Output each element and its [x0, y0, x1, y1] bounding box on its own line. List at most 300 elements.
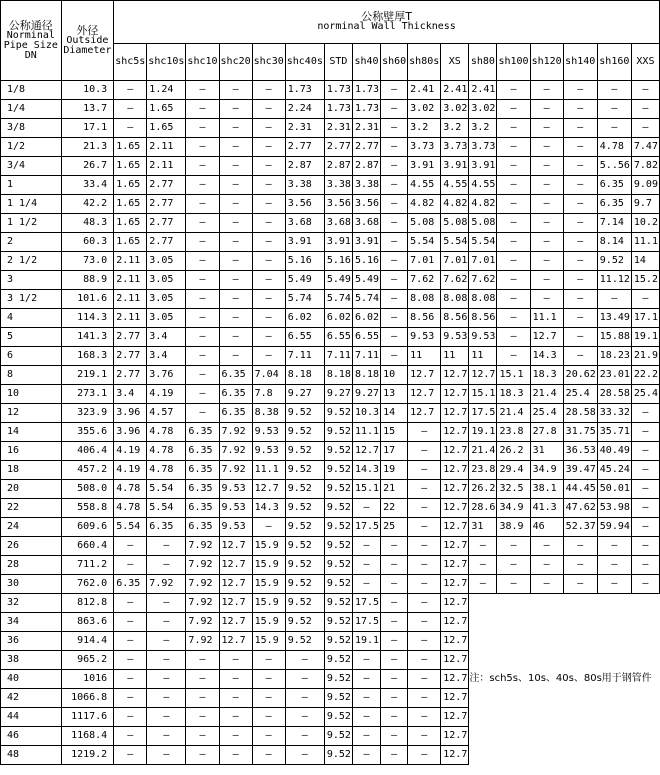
- thickness-cell: –: [285, 746, 324, 765]
- thickness-cell: 5.49: [352, 271, 380, 290]
- thickness-cell: 15.9: [252, 613, 285, 632]
- thickness-cell: 9.52: [324, 423, 352, 442]
- thickness-cell: 8.56: [408, 309, 441, 328]
- thickness-cell: –: [352, 746, 380, 765]
- thickness-cell: 17.1: [631, 309, 659, 328]
- od-cell: 26.7: [61, 157, 114, 176]
- nps-cell: 10: [1, 385, 62, 404]
- thickness-cell: 17: [381, 442, 408, 461]
- thickness-cell: 34.9: [497, 499, 530, 518]
- od-cell: 457.2: [61, 461, 114, 480]
- thickness-cell: –: [631, 81, 659, 100]
- thickness-cell: –: [408, 537, 441, 556]
- thickness-cell: 2.24: [285, 100, 324, 119]
- thickness-cell: –: [252, 195, 285, 214]
- thickness-cell: 10: [381, 366, 408, 385]
- thickness-cell: 1.73: [285, 81, 324, 100]
- thickness-cell: 9.52: [285, 499, 324, 518]
- thickness-cell: 27.8: [530, 423, 563, 442]
- thickness-cell: 12.7: [441, 670, 469, 689]
- thickness-cell: 38.1: [530, 480, 563, 499]
- thickness-cell: 2.87: [324, 157, 352, 176]
- thickness-cell: –: [186, 100, 219, 119]
- thickness-cell: –: [530, 271, 563, 290]
- thickness-cell: 3.05: [147, 290, 186, 309]
- thickness-cell: –: [469, 575, 497, 594]
- thickness-cell: –: [186, 727, 219, 746]
- thickness-cell: 2.11: [114, 271, 147, 290]
- thickness-cell: 3.02: [469, 100, 497, 119]
- thickness-cell: 15.9: [252, 632, 285, 651]
- thickness-cell: 12.7: [441, 461, 469, 480]
- thickness-cell: 5.16: [352, 252, 380, 271]
- thickness-cell: 8.08: [408, 290, 441, 309]
- thickness-cell: 6.35: [219, 366, 252, 385]
- thickness-cell: 15.9: [252, 556, 285, 575]
- thickness-cell: 9.53: [441, 328, 469, 347]
- thickness-cell: –: [381, 271, 408, 290]
- thickness-cell: 12.7: [441, 518, 469, 537]
- thickness-cell: –: [219, 670, 252, 689]
- thickness-cell: –: [186, 651, 219, 670]
- table-row: [1, 309, 660, 328]
- thickness-cell: 3.96: [114, 404, 147, 423]
- schedule-header-cell: shc10s: [147, 44, 186, 81]
- thickness-cell: –: [530, 556, 563, 575]
- thickness-cell: 12.7: [441, 575, 469, 594]
- thickness-cell: –: [252, 233, 285, 252]
- thickness-cell: –: [252, 81, 285, 100]
- thickness-cell: –: [219, 100, 252, 119]
- thickness-cell: 17.5: [469, 404, 497, 423]
- thickness-cell: 3.38: [352, 176, 380, 195]
- od-cell: 609.6: [61, 518, 114, 537]
- thickness-cell: 29.4: [497, 461, 530, 480]
- thickness-cell: –: [597, 575, 631, 594]
- od-cell: 558.8: [61, 499, 114, 518]
- nps-cell: 3/4: [1, 157, 62, 176]
- thickness-cell: 19.1: [631, 328, 659, 347]
- thickness-cell: –: [597, 100, 631, 119]
- thickness-cell: –: [186, 214, 219, 233]
- thickness-cell: –: [563, 119, 597, 138]
- thickness-cell: 2.41: [408, 81, 441, 100]
- od-cell: 323.9: [61, 404, 114, 423]
- thickness-cell: –: [563, 233, 597, 252]
- table-row: [1, 404, 660, 423]
- od-header-en2: Diameter: [63, 44, 112, 56]
- thickness-cell: 2.77: [147, 233, 186, 252]
- thickness-cell: –: [147, 727, 186, 746]
- nps-cell: 48: [1, 746, 62, 765]
- thickness-cell: –: [497, 252, 530, 271]
- thickness-cell: –: [381, 252, 408, 271]
- thickness-cell: –: [408, 670, 441, 689]
- thickness-cell: –: [631, 499, 659, 518]
- thickness-cell: 12.7: [352, 442, 380, 461]
- thickness-cell: 4.78: [114, 499, 147, 518]
- schedule-header-cell: sh100: [497, 44, 530, 81]
- thickness-cell: –: [408, 480, 441, 499]
- thickness-cell: –: [186, 385, 219, 404]
- thickness-cell: 11.1: [252, 461, 285, 480]
- thickness-cell: –: [631, 119, 659, 138]
- nps-cell: 2: [1, 233, 62, 252]
- nps-cell: 22: [1, 499, 62, 518]
- thickness-cell: –: [530, 81, 563, 100]
- thickness-cell: 21: [381, 480, 408, 499]
- thickness-cell: –: [381, 176, 408, 195]
- thickness-cell: –: [563, 537, 597, 556]
- thickness-cell: –: [219, 252, 252, 271]
- thickness-cell: 9.27: [285, 385, 324, 404]
- thickness-cell: 15.9: [252, 575, 285, 594]
- thickness-cell: 6.35: [186, 499, 219, 518]
- thickness-cell: 9.52: [324, 632, 352, 651]
- table-row: [1, 252, 660, 271]
- table-row: [1, 385, 660, 404]
- thickness-cell: 2.77: [352, 138, 380, 157]
- nps-cell: 1 1/2: [1, 214, 62, 233]
- thickness-cell: 8.56: [469, 309, 497, 328]
- od-cell: 42.2: [61, 195, 114, 214]
- thickness-cell: –: [408, 651, 441, 670]
- thickness-cell: 31: [469, 518, 497, 537]
- thickness-cell: –: [147, 537, 186, 556]
- schedule-header-cell: shc30: [252, 44, 285, 81]
- thickness-cell: 12.7: [441, 708, 469, 727]
- thickness-cell: 3.68: [285, 214, 324, 233]
- thickness-cell: 11.12: [597, 271, 631, 290]
- schedule-header-cell: XS: [441, 44, 469, 81]
- thickness-cell: 3.68: [324, 214, 352, 233]
- thickness-cell: 3.91: [408, 157, 441, 176]
- thickness-cell: 3.91: [324, 233, 352, 252]
- thickness-cell: 47.62: [563, 499, 597, 518]
- thickness-cell: –: [563, 347, 597, 366]
- thickness-cell: –: [530, 537, 563, 556]
- thickness-cell: 9.52: [324, 613, 352, 632]
- thickness-cell: –: [497, 176, 530, 195]
- thickness-cell: 9.52: [324, 651, 352, 670]
- thickness-cell: 1.65: [114, 157, 147, 176]
- thickness-cell: 3.05: [147, 271, 186, 290]
- table-row: [1, 632, 660, 651]
- thickness-cell: 8.08: [441, 290, 469, 309]
- thickness-cell: 5.08: [441, 214, 469, 233]
- od-cell: 711.2: [61, 556, 114, 575]
- thickness-cell: –: [219, 309, 252, 328]
- thickness-cell: –: [381, 708, 408, 727]
- thickness-cell: –: [408, 689, 441, 708]
- thickness-cell: 3.4: [147, 347, 186, 366]
- thickness-cell: –: [252, 727, 285, 746]
- thickness-cell: 35.71: [597, 423, 631, 442]
- thickness-cell: –: [114, 119, 147, 138]
- thickness-cell: 1.65: [114, 138, 147, 157]
- thickness-cell: –: [408, 423, 441, 442]
- od-cell: 13.7: [61, 100, 114, 119]
- thickness-cell: 4.55: [441, 176, 469, 195]
- thickness-cell: 1.73: [324, 100, 352, 119]
- table-row: [1, 100, 660, 119]
- thickness-cell: 12.7: [408, 385, 441, 404]
- nps-cell: 44: [1, 708, 62, 727]
- thickness-cell: –: [252, 176, 285, 195]
- schedule-header-cell: shc5s: [114, 44, 147, 81]
- od-cell: 1066.8: [61, 689, 114, 708]
- schedule-header-cell: sh120: [530, 44, 563, 81]
- table-row: [1, 670, 660, 689]
- thickness-cell: 12.7: [441, 537, 469, 556]
- thickness-cell: 9.53: [219, 480, 252, 499]
- thickness-cell: –: [408, 575, 441, 594]
- od-cell: 21.3: [61, 138, 114, 157]
- thickness-cell: –: [219, 746, 252, 765]
- thickness-cell: 3.76: [147, 366, 186, 385]
- thickness-cell: 3.73: [408, 138, 441, 157]
- thickness-cell: 3.38: [324, 176, 352, 195]
- nps-cell: 20: [1, 480, 62, 499]
- thickness-cell: 23.8: [469, 461, 497, 480]
- od-cell: 48.3: [61, 214, 114, 233]
- thickness-cell: 12.7: [219, 556, 252, 575]
- thickness-cell: 4.78: [147, 442, 186, 461]
- thickness-cell: –: [186, 119, 219, 138]
- table-row: [1, 328, 660, 347]
- thickness-cell: 22: [381, 499, 408, 518]
- thickness-cell: 7.92: [186, 537, 219, 556]
- thickness-cell: 26.2: [469, 480, 497, 499]
- thickness-cell: 2.31: [324, 119, 352, 138]
- thickness-cell: –: [530, 575, 563, 594]
- thickness-cell: –: [563, 309, 597, 328]
- thickness-cell: 1.73: [352, 81, 380, 100]
- thickness-cell: 13: [381, 385, 408, 404]
- thickness-cell: –: [408, 461, 441, 480]
- thickness-cell: –: [381, 119, 408, 138]
- schedule-header-cell: XXS: [631, 44, 659, 81]
- nps-cell: 5: [1, 328, 62, 347]
- thickness-cell: 12.7: [441, 556, 469, 575]
- thickness-cell: 9.52: [324, 518, 352, 537]
- thickness-cell: –: [219, 195, 252, 214]
- thickness-cell: 7.11: [352, 347, 380, 366]
- thickness-cell: –: [381, 100, 408, 119]
- table-row: [1, 461, 660, 480]
- od-cell: 17.1: [61, 119, 114, 138]
- od-cell: 812.8: [61, 594, 114, 613]
- nps-cell: 18: [1, 461, 62, 480]
- table-row: [1, 651, 660, 670]
- nps-cell: 26: [1, 537, 62, 556]
- thickness-cell: 9.52: [324, 404, 352, 423]
- thickness-cell: 2.77: [324, 138, 352, 157]
- table-row: [1, 195, 660, 214]
- thickness-cell: –: [147, 556, 186, 575]
- thickness-cell: 17.5: [352, 613, 380, 632]
- thickness-cell: 6.35: [219, 404, 252, 423]
- thickness-cell: –: [381, 290, 408, 309]
- thickness-cell: 2.11: [114, 309, 147, 328]
- thickness-cell: 3.2: [408, 119, 441, 138]
- thickness-cell: –: [252, 214, 285, 233]
- thickness-cell: 23.01: [597, 366, 631, 385]
- thickness-cell: 13.49: [597, 309, 631, 328]
- thickness-cell: 39.47: [563, 461, 597, 480]
- thickness-cell: –: [563, 157, 597, 176]
- thickness-cell: 2.87: [285, 157, 324, 176]
- thickness-cell: –: [563, 556, 597, 575]
- thickness-cell: 7.92: [147, 575, 186, 594]
- thickness-cell: –: [114, 613, 147, 632]
- thickness-cell: –: [285, 708, 324, 727]
- od-cell: 101.6: [61, 290, 114, 309]
- thickness-cell: 9.52: [285, 480, 324, 499]
- od-cell: 114.3: [61, 309, 114, 328]
- thickness-cell: –: [114, 556, 147, 575]
- thickness-cell: –: [186, 670, 219, 689]
- thickness-cell: 4.55: [408, 176, 441, 195]
- thickness-cell: –: [631, 556, 659, 575]
- nps-cell: 42: [1, 689, 62, 708]
- thickness-cell: 3.56: [324, 195, 352, 214]
- thickness-cell: 9.53: [469, 328, 497, 347]
- nps-header-cn: 公称通径: [8, 18, 53, 32]
- thickness-cell: 6.35: [186, 518, 219, 537]
- thickness-cell: 3.56: [352, 195, 380, 214]
- thickness-cell: 12.7: [441, 613, 469, 632]
- thickness-cell: –: [530, 214, 563, 233]
- thickness-cell: 6.35: [186, 423, 219, 442]
- od-header-cn: 外径: [76, 23, 99, 37]
- thickness-cell: 46: [530, 518, 563, 537]
- empty-area: [469, 689, 660, 708]
- thickness-cell: –: [408, 746, 441, 765]
- schedule-header-cell: sh140: [563, 44, 597, 81]
- thickness-cell: 7.92: [186, 613, 219, 632]
- thickness-cell: 9.52: [324, 442, 352, 461]
- thickness-cell: 9.53: [219, 499, 252, 518]
- thickness-cell: 1.65: [114, 214, 147, 233]
- thickness-cell: –: [147, 632, 186, 651]
- thickness-cell: –: [147, 594, 186, 613]
- table-row: [1, 423, 660, 442]
- thickness-cell: 9.53: [408, 328, 441, 347]
- thickness-cell: 6.35: [597, 176, 631, 195]
- schedule-header-cell: STD: [324, 44, 352, 81]
- thickness-cell: 7.11: [285, 347, 324, 366]
- thickness-cell: 9.52: [285, 556, 324, 575]
- thickness-cell: –: [252, 119, 285, 138]
- thickness-cell: 6.55: [324, 328, 352, 347]
- thickness-cell: 7.92: [186, 632, 219, 651]
- thickness-cell: 38.9: [497, 518, 530, 537]
- thickness-cell: 9.53: [252, 423, 285, 442]
- thickness-cell: –: [497, 100, 530, 119]
- thickness-cell: –: [497, 214, 530, 233]
- nps-header: [1, 1, 62, 81]
- thickness-cell: –: [408, 594, 441, 613]
- thickness-cell: –: [352, 727, 380, 746]
- thickness-cell: 4.55: [469, 176, 497, 195]
- thickness-cell: –: [219, 214, 252, 233]
- thickness-cell: 15: [381, 423, 408, 442]
- thickness-cell: 3.02: [408, 100, 441, 119]
- table-row: [1, 727, 660, 746]
- thickness-cell: –: [252, 157, 285, 176]
- thickness-cell: 19.1: [352, 632, 380, 651]
- thickness-cell: –: [497, 195, 530, 214]
- thickness-cell: –: [186, 233, 219, 252]
- table-row: [1, 157, 660, 176]
- thickness-cell: –: [497, 271, 530, 290]
- thickness-cell: 9.52: [324, 746, 352, 765]
- thickness-cell: 8.56: [441, 309, 469, 328]
- thickness-cell: –: [631, 480, 659, 499]
- thickness-cell: 12.7: [441, 746, 469, 765]
- thickness-cell: 14.3: [530, 347, 563, 366]
- wall-thickness-header: [114, 1, 660, 44]
- thickness-cell: 25.4: [631, 385, 659, 404]
- nps-cell: 1/4: [1, 100, 62, 119]
- thickness-cell: 3.02: [441, 100, 469, 119]
- thickness-cell: 4.78: [114, 480, 147, 499]
- thickness-cell: 28.58: [597, 385, 631, 404]
- thickness-cell: 7.92: [186, 575, 219, 594]
- thickness-cell: –: [252, 328, 285, 347]
- thickness-cell: 15.88: [597, 328, 631, 347]
- thickness-cell: 12.7: [441, 442, 469, 461]
- od-cell: 73.0: [61, 252, 114, 271]
- thickness-cell: 2.31: [352, 119, 380, 138]
- thickness-cell: 12.7: [219, 537, 252, 556]
- thickness-cell: –: [381, 81, 408, 100]
- thickness-cell: 6.02: [352, 309, 380, 328]
- table-row: [1, 271, 660, 290]
- thickness-cell: 12.7: [408, 404, 441, 423]
- thickness-cell: 5.74: [285, 290, 324, 309]
- od-cell: 168.3: [61, 347, 114, 366]
- thickness-cell: 18.23: [597, 347, 631, 366]
- thickness-cell: –: [381, 689, 408, 708]
- thickness-cell: –: [631, 442, 659, 461]
- thickness-cell: –: [563, 100, 597, 119]
- od-cell: 914.4: [61, 632, 114, 651]
- thickness-cell: 1.65: [114, 195, 147, 214]
- thickness-cell: 2.11: [114, 290, 147, 309]
- table-row: [1, 708, 660, 727]
- thickness-cell: 3.91: [441, 157, 469, 176]
- thickness-cell: 5.49: [285, 271, 324, 290]
- thickness-cell: –: [147, 708, 186, 727]
- empty-area: [469, 727, 660, 746]
- empty-area: [469, 632, 660, 651]
- thickness-cell: 19: [381, 461, 408, 480]
- thickness-cell: 12.7: [441, 632, 469, 651]
- nps-cell: 6: [1, 347, 62, 366]
- thickness-cell: –: [497, 328, 530, 347]
- thickness-cell: –: [497, 81, 530, 100]
- table-row: [1, 594, 660, 613]
- thickness-cell: –: [408, 727, 441, 746]
- thickness-cell: –: [252, 746, 285, 765]
- nps-cell: 46: [1, 727, 62, 746]
- thickness-cell: 25: [381, 518, 408, 537]
- thickness-cell: 32.5: [497, 480, 530, 499]
- thickness-cell: 12.7: [441, 689, 469, 708]
- thickness-cell: 3.91: [469, 157, 497, 176]
